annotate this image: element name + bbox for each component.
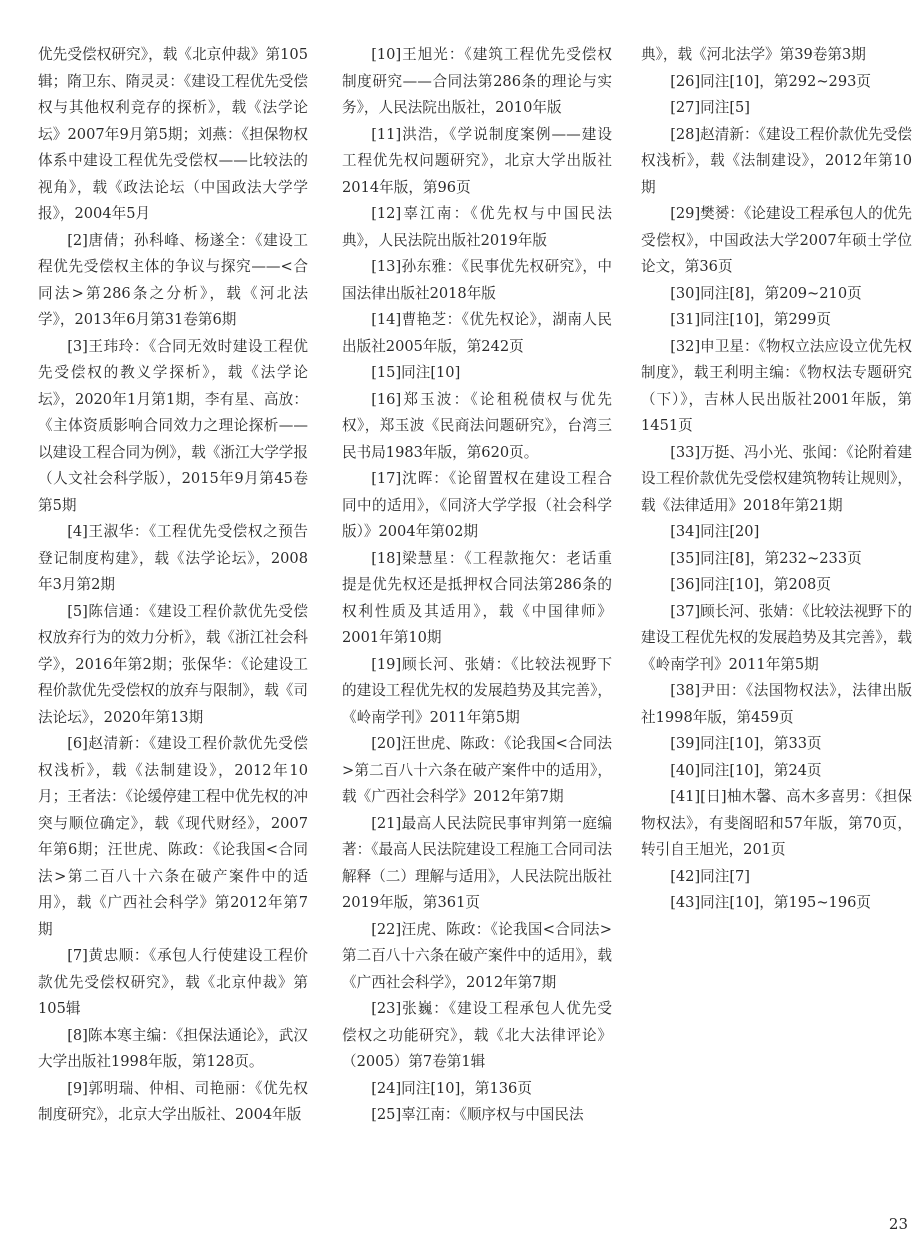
reference-entry: [33]万挺、冯小光、张闻：《论附着建设工程价款优先受偿权建筑物转让规则》，载《法律适用》2018年第21期 (641, 443, 912, 514)
reference-entry: [19]顾长河、张婧：《比较法视野下的建设工程优先权的发展趋势及其完善》，《岭南学刊》2011年第5期 (342, 655, 612, 726)
reference-entry: [6]赵清新：《建设工程价款优先受偿权浅析》，载《法制建设》，2012年10月；王者法：《论缓停建工程中优先权的冲突与顺位确定》，载《现代财经》，2007年第6期；汪世虎、陈政：《论我国<合同法>第二百八十六条在破产案件中的适用》，载《广西社会科学》第2012年第7期 (38, 735, 308, 938)
reference-entry: [4]王淑华：《工程优先受偿权之预告登记制度构建》，载《法学论坛》，2008年3月第2期 (38, 523, 308, 593)
reference-entry: [32]申卫星：《物权立法应设立优先权制度》，载王利明主编：《物权法专题研究（下）》，吉林人民出版社2001年版，第1451页 (641, 337, 912, 434)
reference-entry: [27]同注[5] (670, 99, 751, 116)
reference-entry: [43]同注[10]，第195~196页 (670, 894, 872, 911)
reference-entry: [42]同注[7] (670, 867, 751, 885)
reference-entry: [23]张巍：《建设工程承包人优先受偿权之功能研究》，载《北大法律评论》（2005）第7卷第1辑 (342, 1000, 612, 1070)
reference-entry: [21]最高人民法院民事审判第一庭编著：《最高人民法院建设工程施工合同司法解释（二）理解与适用》，人民法院出版社2019年版，第361页 (342, 814, 612, 911)
reference-continuation: 优先受偿权研究》，载《北京仲裁》第105辑；隋卫东、隋灵灵：《建设工程优先受偿权与其他权利竞存的探析》，载《法学论坛》2007年9月第5期；刘燕：《担保物权体系中建设工程优先受偿权——比较法的视角》，载《政法论坛（中国政法大学学报》，2004年5月 (38, 46, 308, 222)
reference-entry: [31]同注[10]，第299页 (670, 311, 831, 328)
reference-entry: [5]陈信通：《建设工程价款优先受偿权放弃行为的效力分析》，载《浙江社会科学》，2016年第2期；张保华：《论建设工程价款优先受偿权的放弃与限制》，载《司法论坛》，2020年第13期 (38, 602, 308, 726)
reference-entry: [25]辜江南：《顺序权与中国民法 (371, 1106, 584, 1123)
reference-entry: [38]尹田：《法国物权法》，法律出版社1998年版，第459页 (641, 682, 912, 726)
reference-entry: [12]辜江南：《优先权与中国民法典》，人民法院出版社2019年版 (342, 205, 612, 249)
reference-entry: [13]孙东雅：《民事优先权研究》，中国法律出版社2018年版 (342, 258, 612, 302)
reference-entry: [16]郑玉波：《论租税债权与优先权》，郑玉波《民商法问题研究》，台湾三民书局1983年版，第620页。 (342, 390, 612, 461)
reference-entry: [7]黄忠顺：《承包人行使建设工程价款优先受偿权研究》，载《北京仲裁》第105辑 (38, 947, 308, 1017)
reference-entry: [22]汪虎、陈政：《论我国<合同法>第二百八十六条在破产案件中的适用》，载《广西社会科学》，2012年第7期 (342, 920, 612, 991)
page-number: 23 (888, 1215, 908, 1233)
reference-entry: [9]郭明瑞、仲相、司艳丽：《优先权制度研究》，北京大学出版社、2004年版 (38, 1079, 308, 1123)
reference-entry: [28]赵清新：《建设工程价款优先受偿权浅析》，载《法制建设》，2012年第10期 (641, 125, 912, 196)
reference-entry: [29]樊赟：《论建设工程承包人的优先受偿权》，中国政法大学2007年硕士学位论文，第36页 (641, 205, 912, 275)
reference-entry: [18]梁慧星：《工程款拖欠：老话重提是优先权还是抵押权合同法第286条的权利性质及其适用》，载《中国律师》2001年第10期 (342, 549, 612, 646)
reference-entry: [8]陈本寒主编：《担保法通论》，武汉大学出版社1998年版，第128页。 (38, 1026, 308, 1070)
reference-entry: [10]王旭光：《建筑工程优先受偿权制度研究——合同法第286条的理论与实务》，人民法院出版社，2010年版 (342, 46, 612, 116)
reference-entry: [40]同注[10]，第24页 (670, 761, 822, 779)
reference-entry: [20]汪世虎、陈政：《论我国<合同法>第二百八十六条在破产案件中的适用》，载《广西社会科学》2012年第7期 (342, 735, 612, 805)
reference-entry: [30]同注[8]，第209~210页 (670, 284, 862, 302)
reference-entry: [11]洪浩，《学说制度案例——建设工程优先权问题研究》，北京大学出版社2014年版，第96页 (342, 125, 612, 196)
reference-entry: [26]同注[10]，第292~293页 (670, 72, 872, 90)
reference-entry: [17]沈晖：《论留置权在建设工程合同中的适用》，《同济大学学报（社会科学版）》2004年第02期 (342, 470, 612, 540)
reference-entry: [37]顾长河、张婧：《比较法视野下的建设工程优先权的发展趋势及其完善》，载《岭南学刊》2011年第5期 (641, 602, 912, 673)
reference-entry: [14]曹艳芝：《优先权论》，湖南人民出版社2005年版，第242页 (342, 311, 612, 355)
reference-entry: [36]同注[10]，第208页 (670, 576, 831, 593)
reference-continuation: 典》，载《河北法学》第39卷第3期 (641, 46, 866, 63)
references-column-2 (342, 42, 612, 1129)
reference-entry: [41][日]柚木馨、高木多喜男：《担保物权法》，有斐阁昭和57年版，第70页，转引自王旭光，201页 (641, 788, 912, 858)
reference-entry: [34]同注[20] (670, 523, 760, 540)
reference-entry: [35]同注[8]，第232~233页 (670, 549, 862, 567)
reference-entry: [39]同注[10]，第33页 (670, 735, 822, 752)
references-column-3 (641, 42, 912, 917)
reference-entry: [24]同注[10]，第136页 (371, 1079, 532, 1097)
references-column-1 (38, 42, 308, 1129)
reference-entry: [3]王玮玲：《合同无效时建设工程优先受偿权的教义学探析》，载《法学论坛》，2020年1月第1期，李有星、高放：《主体资质影响合同效力之理论探析——以建设工程合同为例》，载《浙江大学学报（人文社会科学版），2015年9月第45卷第5期 (38, 337, 308, 514)
reference-entry: [2]唐倩；孙科峰、杨遂全：《建设工程优先受偿权主体的争议与探究——<合同法>第286条之分析》，载《河北法学》，2013年6月第31卷第6期 (38, 231, 308, 328)
reference-entry: [15]同注[10] (371, 364, 461, 381)
